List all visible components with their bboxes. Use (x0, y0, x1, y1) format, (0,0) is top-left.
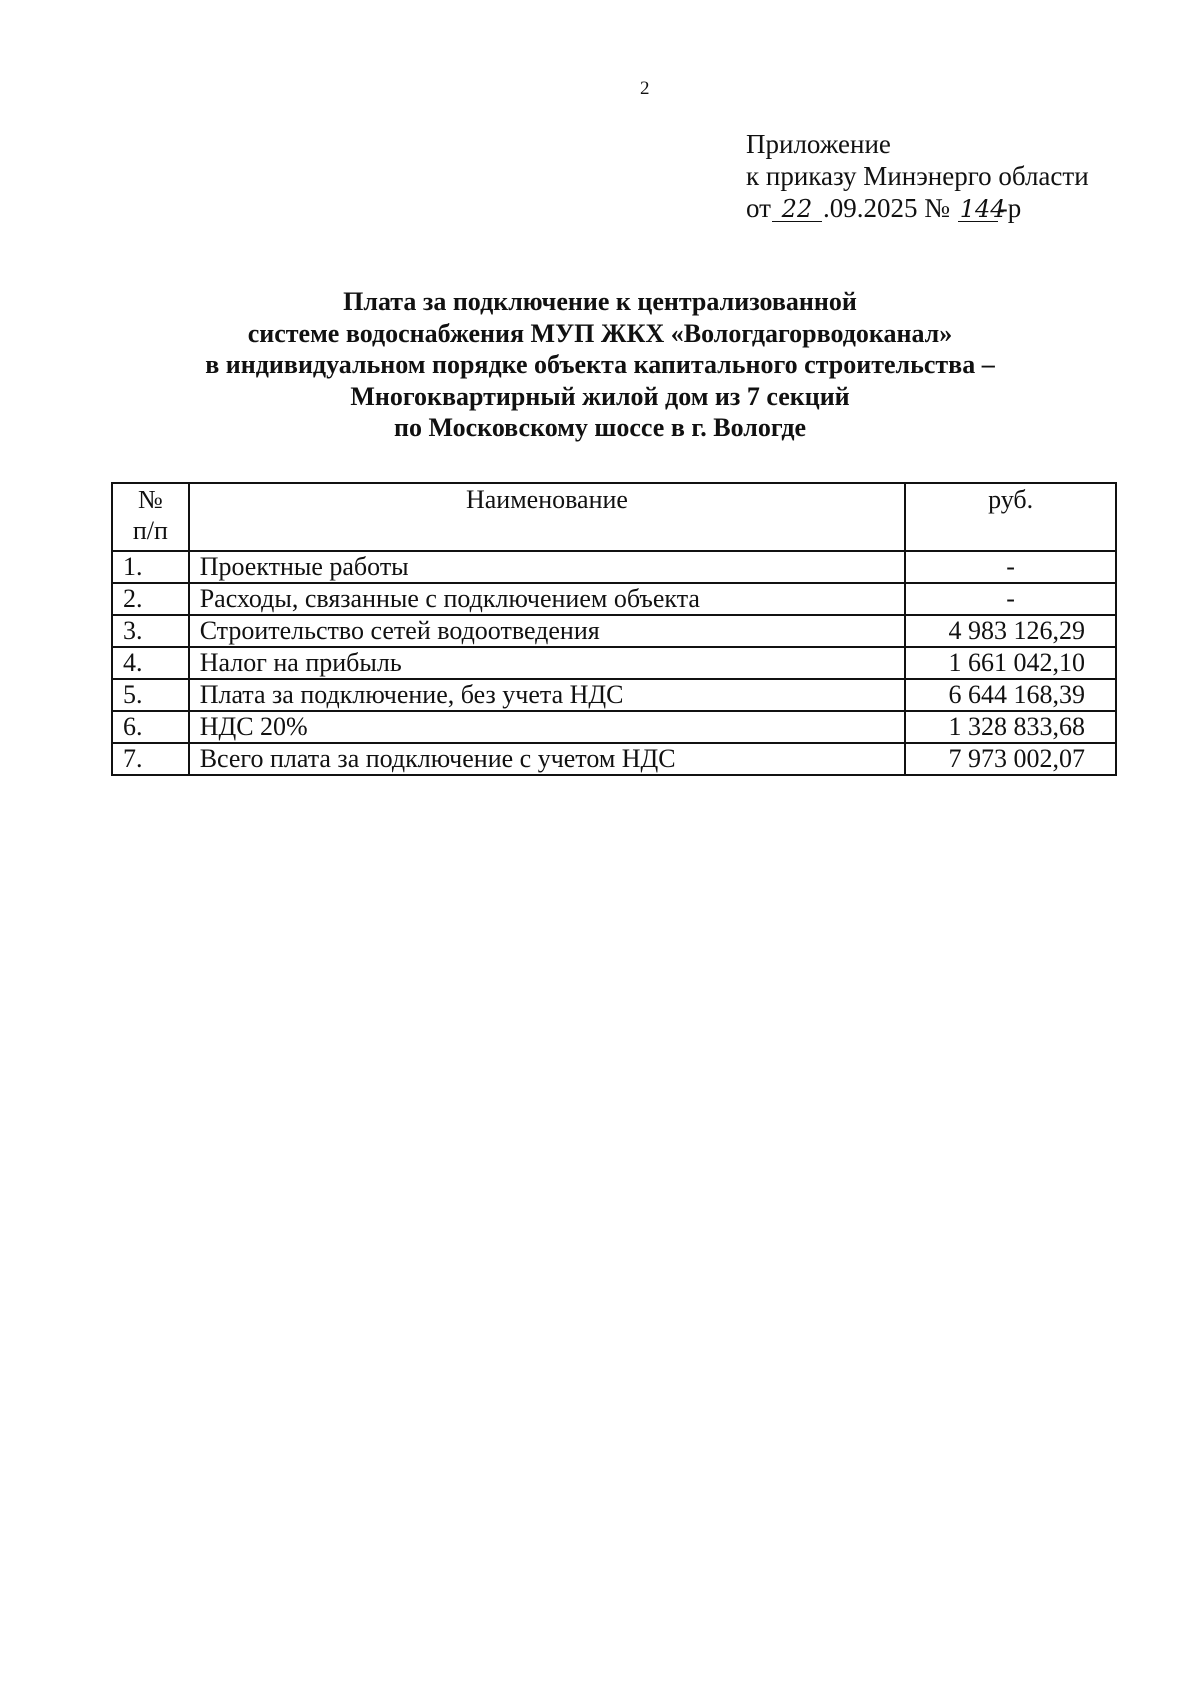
row-number: 4. (112, 647, 189, 679)
row-name: Налог на прибыль (189, 647, 906, 679)
row-number: 6. (112, 711, 189, 743)
page-number: 2 (640, 78, 650, 99)
header-number-line1: № (137, 485, 163, 514)
row-name: Проектные работы (189, 551, 906, 583)
appendix-title: Приложение (746, 129, 891, 159)
appendix-order-reference: к приказу Минэнерго области (746, 161, 1089, 191)
header-name: Наименование (189, 483, 906, 551)
row-name: Расходы, связанные с подключением объекта (189, 583, 906, 615)
table-row (112, 679, 1116, 711)
row-sum: - (905, 583, 1116, 615)
document-title (0, 286, 1200, 444)
row-number: 3. (112, 615, 189, 647)
row-name: НДС 20% (189, 711, 906, 743)
title-line: в индивидуальном порядке объекта капитального строительства – (205, 350, 995, 379)
row-sum: 7 973 002,07 (905, 743, 1116, 775)
table-row (112, 583, 1116, 615)
table-row (112, 551, 1116, 583)
table-row (112, 711, 1116, 743)
table-header-row (112, 483, 1116, 551)
appendix-date-line (746, 192, 1089, 224)
tariff-table (111, 482, 1117, 776)
row-number: 2. (112, 583, 189, 615)
row-sum: 1 328 833,68 (905, 711, 1116, 743)
header-number (112, 483, 189, 551)
row-number: 1. (112, 551, 189, 583)
title-line: Многоквартирный жилой дом из 7 секций (350, 381, 850, 411)
row-sum: - (905, 551, 1116, 583)
row-number: 5. (112, 679, 189, 711)
title-line: по Московскому шоссе в г. Вологде (393, 413, 807, 442)
table-row (112, 615, 1116, 647)
row-sum: 6 644 168,39 (905, 679, 1116, 711)
handwritten-day: 22 (772, 197, 822, 222)
appendix-block (746, 128, 1089, 224)
row-name: Строительство сетей водоотведения (189, 615, 906, 647)
row-sum: 1 661 042,10 (905, 647, 1116, 679)
row-name: Всего плата за подключение с учетом НДС (189, 743, 906, 775)
title-line: системе водоснабжения МУП ЖКХ «Вологдагорводоканал» (247, 318, 953, 348)
order-suffix: -р (998, 193, 1022, 223)
row-number: 7. (112, 743, 189, 775)
title-line: Плата за подключение к централизованной (343, 287, 857, 316)
handwritten-order-number: 144 (959, 195, 1006, 223)
row-sum: 4 983 126,29 (905, 615, 1116, 647)
date-prefix: от (746, 193, 771, 223)
table-row (112, 647, 1116, 679)
header-rub: руб. (905, 483, 1116, 551)
row-name: Плата за подключение, без учета НДС (189, 679, 906, 711)
header-number-line2: п/п (132, 516, 168, 545)
date-rest: .09.2025 № (822, 193, 950, 223)
table-row (112, 743, 1116, 775)
